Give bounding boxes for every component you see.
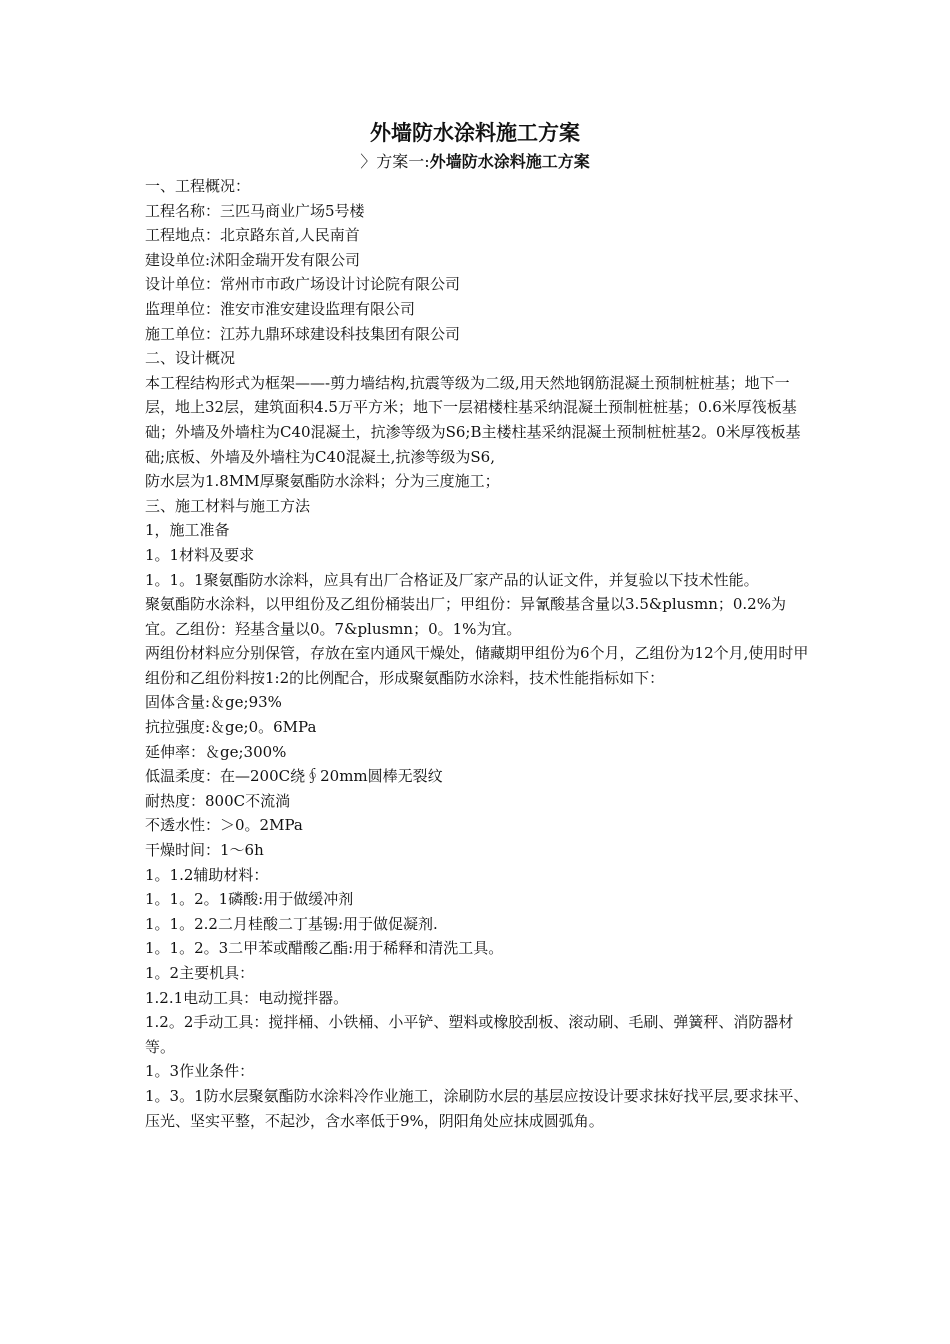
paragraph: 一、工程概况： <box>145 177 251 195</box>
paragraph: 1。3作业条件： <box>145 1062 255 1081</box>
paragraph: 1，施工准备 <box>145 521 230 540</box>
paragraph: 设计单位：常州市市政广场设计讨论院有限公司 <box>145 275 461 294</box>
paragraph: 工程名称：三匹马商业广场5号楼 <box>145 201 365 220</box>
paragraph: 延伸率：＆ge;300% <box>145 742 287 761</box>
paragraph: 建设单位:沭阳金瑞开发有限公司 <box>145 250 361 269</box>
paragraph: 二、设计概况 <box>145 349 236 368</box>
paragraph: 耐热度：800C不流淌 <box>145 791 291 810</box>
document-body <box>145 174 810 1133</box>
paragraph: 低温柔度：在—200C绕∮20mm圆棒无裂纹 <box>145 767 443 786</box>
paragraph: 1.2。2手动工具：搅拌桶、小铁桶、小平铲、塑料或橡胶刮板、滚动刷、毛刷、弹簧秤、消防器材等。 <box>145 1013 794 1056</box>
paragraph: 1.2.1电动工具：电动搅拌器。 <box>145 988 349 1007</box>
paragraph: 抗拉强度:＆ge;0。6MPa <box>145 718 317 737</box>
paragraph: 不透水性：＞0。2MPa <box>145 816 303 835</box>
paragraph: 监理单位：淮安市淮安建设监理有限公司 <box>145 299 416 318</box>
paragraph: 1。1.2辅助材料： <box>145 865 269 884</box>
paragraph: 干燥时间：1～6h <box>145 841 264 860</box>
paragraph: 1。1材料及要求 <box>145 545 255 564</box>
document-title: 外墙防水涂料施工方案 <box>370 120 580 145</box>
paragraph: 1。3。1防水层聚氨酯防水涂料冷作业施工，涂刷防水层的基层应按设计要求抹好找平层,要求抹平、压光、坚实平整，不起沙，含水率低于9%，阴阳角处应抹成圆弧角。 <box>145 1086 809 1130</box>
paragraph: 1。2主要机具： <box>145 964 255 982</box>
paragraph: 三、施工材料与施工方法 <box>145 496 311 515</box>
document-subtitle <box>0 149 950 175</box>
paragraph: 聚氨酯防水涂料，以甲组份及乙组份桶装出厂；甲组份：异氰酸基含量以3.5&plusmn；0.2%为宜。乙组份：羟基含量以0。7&plusmn；0。1%为宜。 <box>145 595 786 638</box>
paragraph: 施工单位：江苏九鼎环球建设科技集团有限公司 <box>145 324 461 343</box>
paragraph: 1。1。2。3二甲苯或醋酸乙酯:用于稀释和清洗工具。 <box>145 939 504 958</box>
paragraph: 工程地点：北京路东首,人民南首 <box>145 226 360 245</box>
paragraph: 本工程结构形式为框架——-剪力墙结构,抗震等级为二级,用天然地钢筋混凝土预制桩桩基；地下一层，地上32层，建筑面积4.5万平方米；地下一层裙楼柱基采纳混凝土预制桩桩基；0.6米厚筏板基础；外墙及外墙柱为C40混凝土，抗渗等级为S6;B主楼柱基采纳混凝土预制桩桩基2。0米厚筏板基础;底板、外墙及外墙柱为C40混凝土,抗渗等级为S6, <box>145 373 801 466</box>
paragraph: 固体含量:＆ge;93% <box>145 693 282 712</box>
subtitle-main: 外墙防水涂料施工方案 <box>429 152 590 171</box>
paragraph: 两组份材料应分别保管，存放在室内通风干燥处，储藏期甲组份为6个月，乙组份为12个月,使用时甲组份和乙组份料按1:2的比例配合，形成聚氨酯防水涂料，技术性能指标如下： <box>145 644 809 687</box>
subtitle-prefix: 〉方案一: <box>360 152 430 171</box>
paragraph: 1。1。1聚氨酯防水涂料，应具有出厂合格证及厂家产品的认证文件，并复验以下技术性能。 <box>145 570 759 589</box>
paragraph: 1。1。2.2二月桂酸二丁基锡:用于做促凝剂. <box>145 914 438 933</box>
paragraph: 1。1。2。1磷酸:用于做缓冲剂 <box>145 890 354 909</box>
paragraph: 防水层为1.8MM厚聚氨酯防水涂料；分为三度施工； <box>145 472 500 491</box>
